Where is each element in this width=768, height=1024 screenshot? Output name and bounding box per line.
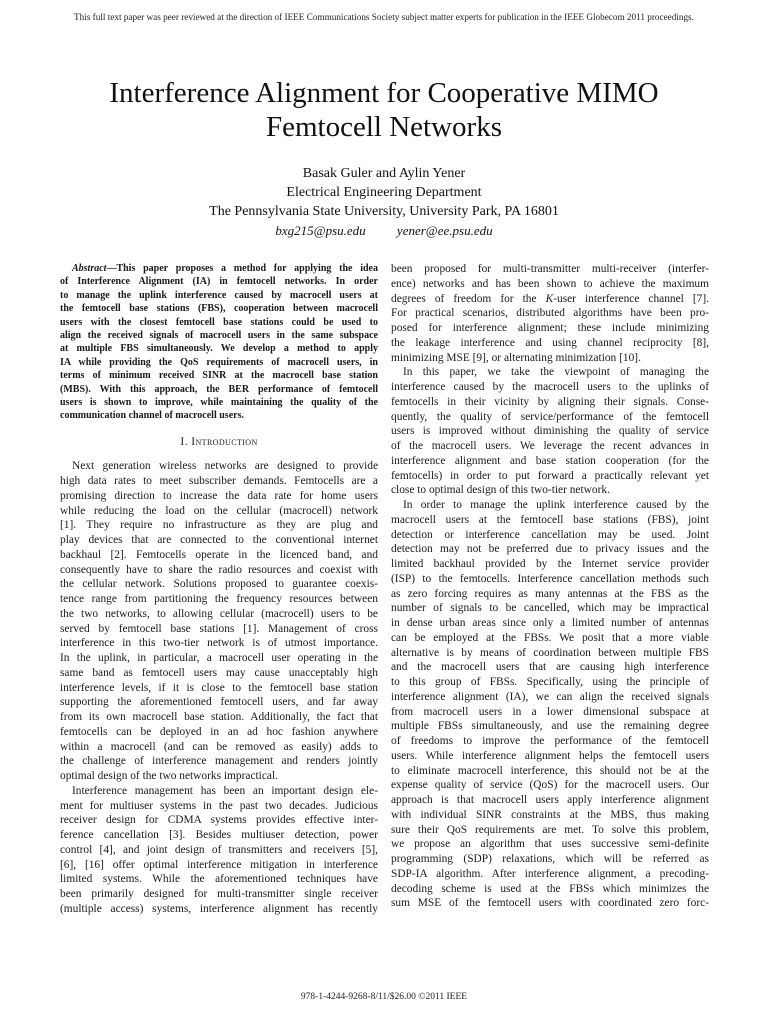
text-line: Next generation wireless networks are designed to provide (72, 460, 378, 473)
text-line: femtocells in their vicinity by aligning their signals. Conse- (391, 395, 709, 408)
text-line: served by femtocell base stations [1]. Management of cross (60, 622, 378, 635)
text-line: interference caused by the macrocell users to the uplinks of (391, 381, 709, 393)
abstract-line: users with the closest femtocell base stations could be used to (60, 316, 378, 328)
text-line: to this group of FBSs. Specifically, using the principle of (391, 676, 709, 688)
abstract-line: to manage the uplink interference caused by macrocell users at (60, 289, 378, 301)
text-line: femtocells can be deployed in an ad hoc fashion anywhere (60, 725, 378, 738)
text-line: [6], [16] offer optimal interference mitigation in interference (60, 858, 378, 871)
text-line: sum MSE of the femtocell users with coordinated zero forc- (391, 897, 709, 910)
author-block (0, 164, 768, 240)
abstract-line: (MBS). With this approach, the BER performance of femtocell (60, 383, 378, 395)
abstract-line: communication channel of macrocell users. (60, 410, 244, 422)
text-line: as zero forcing requires as many antennas at the FBS as the (391, 587, 709, 600)
text-line: multiple FBSs simultaneously, and use the remaining degree (391, 720, 709, 733)
text-line: in dense urban areas since only a limited number of antennas (391, 617, 709, 629)
text-line: quently, the quality of service/performance of the femtocell (391, 410, 709, 423)
text-line: of freedoms to improve the performance of the femtocell (391, 735, 709, 747)
text-line: optimal design of the two networks impractical. (60, 770, 278, 783)
text-line: Interference management has been an important design ele- (72, 784, 378, 797)
text-line: the challenge of interference management and renders jointly (60, 755, 378, 768)
text-line: macrocell users at the femtocell base stations (FBS), joint (391, 513, 709, 526)
author-email: bxg215@psu.edu (275, 223, 366, 238)
text-line: For practical scenarios, distributed algorithms have been pro- (391, 307, 709, 320)
text-line: been proposed for multi-transmitter multi-receiver (interfer- (391, 263, 709, 275)
text-line: interference in this two-tier network is of utmost importance. (60, 637, 378, 650)
abstract-line: align the received signals of macrocell users in the same subspace (60, 329, 378, 341)
text-line: to eliminate macrocell interference, this should not be at the (391, 764, 709, 777)
text-line: high data rates to meet subscriber demands. Femtocells are a (60, 475, 378, 488)
text-line: from its own macrocell base station. Additionally, the fact that (60, 711, 378, 724)
text-line: within a macrocell (and can be removed as easily) adds to (60, 740, 378, 753)
text-line: we propose an algorithm that uses successive semi-definite (391, 838, 709, 851)
text-line: ference cancellation [3]. Besides multiuser detection, power (60, 829, 378, 842)
text-line: [1]. They require no infrastructure as they are plug and (60, 519, 378, 532)
text-line: supporting the aforementioned femtocell users, and far away (60, 696, 378, 709)
abstract-line: of Interference Alignment (IA) in femtocell networks. In order (60, 276, 378, 288)
text-line: while reducing the load on the cellular (macrocell) network (60, 504, 378, 517)
text-line: sure their QoS requirements are met. To solve this problem, (391, 823, 709, 836)
text-line: (ISP) to the femtocells. Interference cancellation methods such (391, 572, 709, 585)
title-line: Femtocell Networks (266, 111, 502, 143)
text-line: number of signals to be cancelled, which may be impractical (391, 602, 709, 615)
text-line: users is improved without diminishing the quality of service (391, 425, 709, 438)
text-line: interference alignment and base station cooperation (for the (391, 454, 709, 467)
text-line: minimizing MSE [9], or alternating minimization [10]. (391, 351, 641, 364)
author-department: Electrical Engineering Department (286, 185, 482, 200)
text-line: users. While interference alignment helps the femtocell users (391, 749, 709, 762)
abstract-lead: Abstract (72, 263, 107, 274)
abstract-line: IA while providing the QoS requirements of macrocell users, in (60, 356, 378, 368)
text-line: ment for multiuser systems in the past two decades. Judicious (60, 799, 378, 812)
text-line: interference levels, if it is close to the femtocell base station (60, 681, 378, 694)
text-line: limited systems. While the aforementioned techniques have (60, 873, 378, 886)
text-line: expense quality of service (QoS) for the macrocell users. Our (391, 779, 709, 792)
section-number: I. (180, 434, 188, 448)
text-line: detection or interference cancellation may be used. Joint (391, 528, 709, 541)
text-line: limited backhaul provided by the Internet service provider (391, 558, 709, 570)
text-line: close to optimal design of this two-tier network. (391, 484, 610, 497)
footer-copyright: 978-1-4244-9268-8/11/$26.00 ©2011 IEEE (300, 992, 468, 1002)
author-emails (0, 221, 768, 240)
abstract (60, 262, 378, 423)
text-line: tence range from partitioning the frequency resources between (60, 593, 378, 606)
text-line: posed for interference alignment; these include minimizing (391, 322, 709, 334)
section-title: Introduction (191, 434, 258, 448)
text-line: with individual SINR constraints at the MBS, thus making (391, 808, 709, 821)
text-line: the leakage interference and using channel reciprocity [8], (391, 336, 709, 349)
text-line: the two networks, to allowing cellular (macrocell) users to be (60, 607, 378, 620)
title-line: Interference Alignment for Cooperative MIMO (109, 77, 659, 109)
text-line: In order to manage the uplink interference caused by the (403, 499, 709, 511)
text-line: detection may not be preferred due to privacy issues and the (391, 543, 709, 556)
author-email: yener@ee.psu.edu (396, 223, 493, 238)
text-line: promising direction to increase the data rate for home users (60, 489, 378, 502)
text-line: In this paper, we take the viewpoint of managing the (403, 366, 709, 379)
text-line: femtocells) in order to put forward a practically relevant yet (391, 469, 709, 482)
text-line: approach is that macrocell users apply interference alignment (391, 794, 709, 806)
text-line: SDP-IA algorithm. After interference alignment, a precoding- (391, 867, 709, 880)
text-line: (multiple access) systems, interference alignment has recently (60, 902, 378, 915)
author-names: Basak Guler and Aylin Yener (302, 166, 466, 181)
text-line: from macrocell users in a lower dimensional subspace at (391, 705, 709, 718)
abstract-text: —This paper proposes a method for applying the idea (106, 263, 378, 274)
text-line: control [4], and joint design of transmitters and receivers [5], (60, 843, 378, 856)
left-body (60, 459, 378, 916)
section-heading (60, 435, 378, 450)
left-column (60, 262, 378, 917)
text-line: alternative is by means of coordination between multiple FBS (391, 646, 709, 659)
abstract-line: the femtocell base stations (FBS), cooperation between macrocell (60, 303, 378, 315)
right-column (391, 262, 709, 911)
text-line: receiver design for CDMA systems provides effective inter- (60, 814, 378, 827)
text-line: the cellular network. Solutions proposed to guarantee coexis- (60, 578, 378, 591)
text-line: backhaul [2]. Femtocells operate in the licenced band, and (60, 548, 378, 561)
right-body (391, 262, 709, 911)
text-line: programming (SDP) relaxations, which will be referred as (391, 853, 709, 865)
text-line: interference alignment (IA), we can align the received signals (391, 690, 709, 703)
abstract-line: users is shown to improve, while maintaining the quality of the (60, 396, 378, 408)
text-line: In the uplink, in particular, a macrocell user operating in the (60, 652, 378, 665)
text-line: and the macrocell users that are causing high interference (391, 661, 709, 674)
abstract-line (60, 262, 378, 275)
abstract-line: terms of minimum received SINR at the macrocell base station (60, 370, 378, 382)
text-line: of the macrocell users. We leverage the recent advances in (391, 440, 709, 452)
text-line: ence) networks and has been shown to achieve the maximum (391, 277, 709, 290)
text-line: been primarily designed for multi-transmitter single receiver (60, 888, 378, 901)
text-line: degrees of freedom for the K-user interference channel [7]. (391, 292, 709, 305)
abstract-line: at multiple FBS simultaneously. We develop a method to apply (60, 343, 378, 355)
text-line: consequently have to share the radio resources and coexist with (60, 563, 378, 576)
text-line: same band as femtocell users may cause unacceptably high (60, 666, 378, 679)
header-note: This full text paper was peer reviewed at the direction of IEEE Communications Society subject matter experts for publication in the IEEE Globecom 2011 proceedings. (74, 12, 694, 22)
text-line: play devices that are connected to the conventional internet (60, 534, 378, 547)
text-line: can be employed at the FBSs. We posit that a more viable (391, 631, 709, 644)
author-university: The Pennsylvania State University, University Park, PA 16801 (209, 204, 559, 219)
text-line: decoding scheme is used at the FBSs which minimizes the (391, 882, 709, 895)
paper-title (60, 76, 708, 144)
